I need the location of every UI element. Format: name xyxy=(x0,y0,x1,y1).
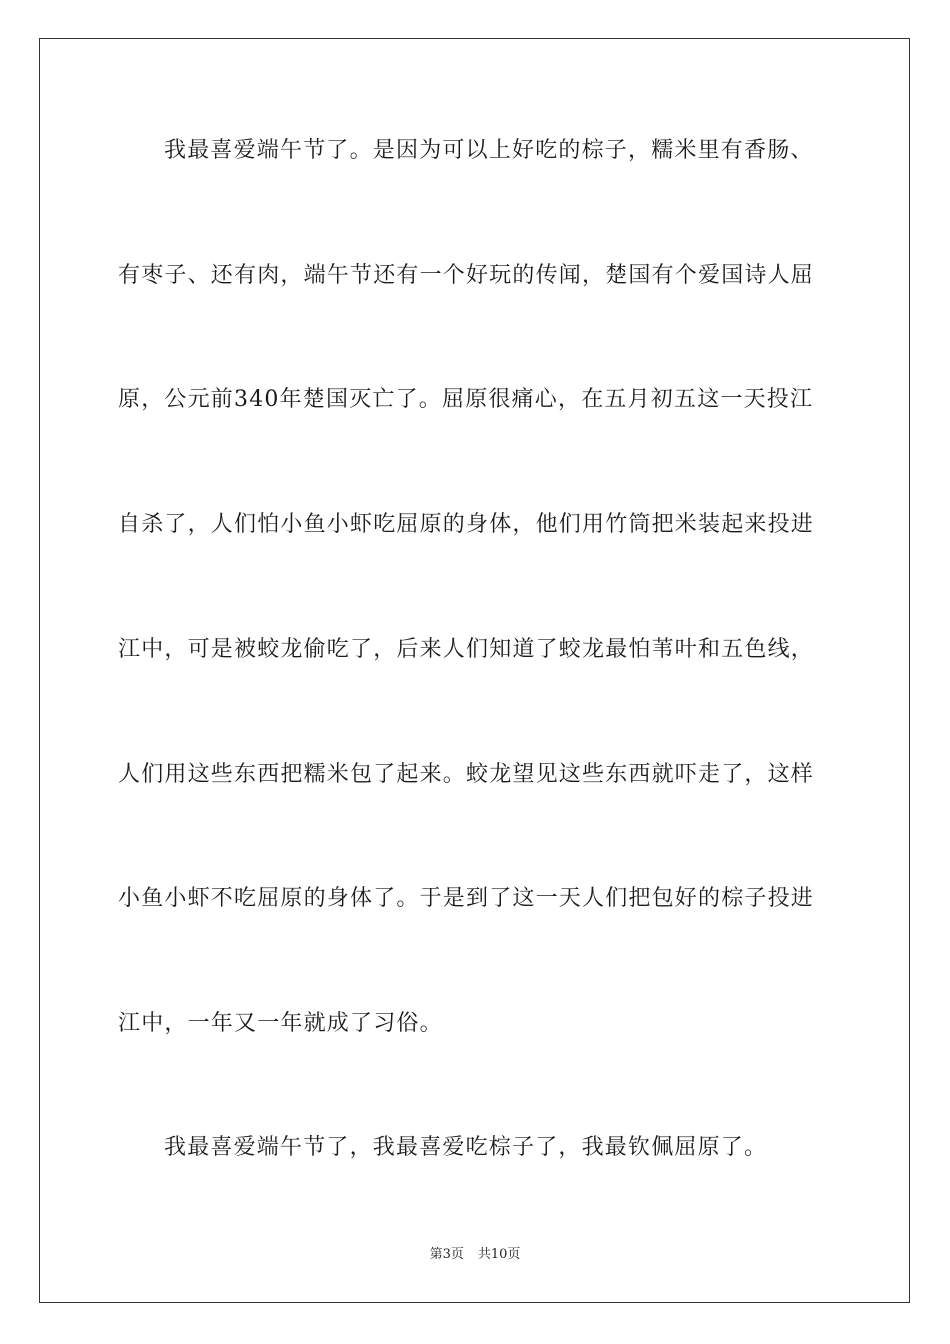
paragraph-line: 我最喜爱端午节了，我最喜爱吃棕子了，我最钦佩屈原了。 xyxy=(164,1135,768,1160)
paragraph-line: 江中，可是被蛟龙偷吃了，后来人们知道了蛟龙最怕苇叶和五色线， xyxy=(118,637,815,662)
paragraph-line: 原，公元前340年楚国灭亡了。屈原很痛心，在五月初五这一天投江 xyxy=(118,387,814,412)
page-number: 第3页 xyxy=(429,1247,464,1262)
paragraph-line: 自杀了，人们怕小鱼小虾吃屈原的身体，他们用竹筒把米装起来投进 xyxy=(118,512,815,537)
paragraph-line: 人们用这些东西把糯米包了起来。蛟龙望见这些东西就吓走了，这样 xyxy=(118,762,815,787)
paragraph-line: 有枣子、还有肉，端午节还有一个好玩的传闻，楚国有个爱国诗人屈 xyxy=(118,263,815,288)
page-total: 共10页 xyxy=(477,1247,521,1262)
paragraph-line: 我最喜爱端午节了。是因为可以上好吃的棕子，糯米里有香肠、 xyxy=(164,138,814,163)
paragraph-line: 江中，一年又一年就成了习俗。 xyxy=(118,1011,443,1036)
paragraph-line: 小鱼小虾不吃屈原的身体了。于是到了这一天人们把包好的棕子投进 xyxy=(118,886,815,911)
page-border xyxy=(39,38,910,1303)
page-footer xyxy=(0,1246,950,1264)
